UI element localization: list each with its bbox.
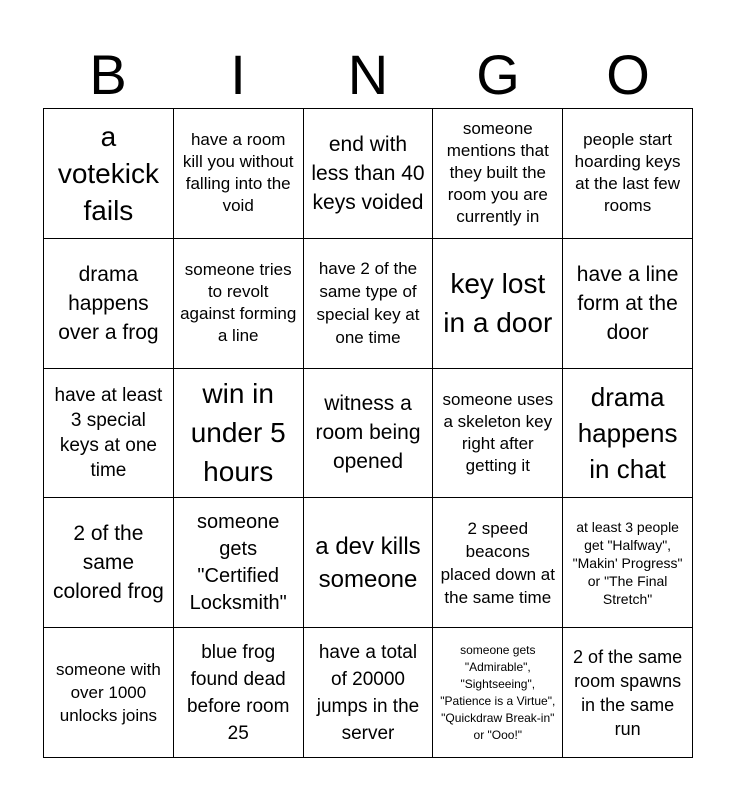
title-letter-o: O	[606, 43, 650, 106]
title-letter-g: G	[476, 43, 520, 106]
bingo-cell[interactable]: someone mentions that they built the room you are currently in	[433, 109, 563, 239]
bingo-cell[interactable]: someone with over 1000 unlocks joins	[44, 628, 174, 758]
bingo-cell[interactable]: have a room kill you without falling into the void	[174, 109, 304, 239]
bingo-cell[interactable]: end with less than 40 keys voided	[304, 109, 434, 239]
bingo-cell[interactable]: someone gets "Admirable", "Sightseeing", "Patience is a Virtue", "Quickdraw Break-in" or "Ooo!"	[433, 628, 563, 758]
bingo-cell[interactable]: blue frog found dead before room 25	[174, 628, 304, 758]
bingo-cell[interactable]: a dev kills someone	[304, 498, 434, 628]
bingo-cell[interactable]: have a line form at the door	[563, 239, 693, 369]
bingo-title	[43, 40, 693, 110]
bingo-cell[interactable]: someone uses a skeleton key right after getting it	[433, 369, 563, 499]
bingo-cell[interactable]: win in under 5 hours	[174, 369, 304, 499]
bingo-cell[interactable]: at least 3 people get "Halfway", "Makin' Progress" or "The Final Stretch"	[563, 498, 693, 628]
bingo-cell[interactable]: 2 of the same room spawns in the same run	[563, 628, 693, 758]
bingo-board	[43, 108, 693, 758]
bingo-cell[interactable]: 2 of the same colored frog	[44, 498, 174, 628]
bingo-cell[interactable]: drama happens in chat	[563, 369, 693, 499]
title-letter-b: B	[89, 43, 127, 106]
bingo-cell[interactable]: have 2 of the same type of special key at one time	[304, 239, 434, 369]
bingo-cell[interactable]: have a total of 20000 jumps in the server	[304, 628, 434, 758]
bingo-cell[interactable]: someone tries to revolt against forming a line	[174, 239, 304, 369]
bingo-cell[interactable]: someone gets "Certified Locksmith"	[174, 498, 304, 628]
bingo-cell[interactable]: people start hoarding keys at the last few rooms	[563, 109, 693, 239]
bingo-cell[interactable]: a votekick fails	[44, 109, 174, 239]
title-letter-i: I	[230, 43, 246, 106]
bingo-cell[interactable]: have at least 3 special keys at one time	[44, 369, 174, 499]
bingo-cell[interactable]: 2 speed beacons placed down at the same time	[433, 498, 563, 628]
title-letter-n: N	[347, 43, 389, 106]
bingo-cell[interactable]: drama happens over a frog	[44, 239, 174, 369]
bingo-cell[interactable]: witness a room being opened	[304, 369, 434, 499]
bingo-cell[interactable]: key lost in a door	[433, 239, 563, 369]
